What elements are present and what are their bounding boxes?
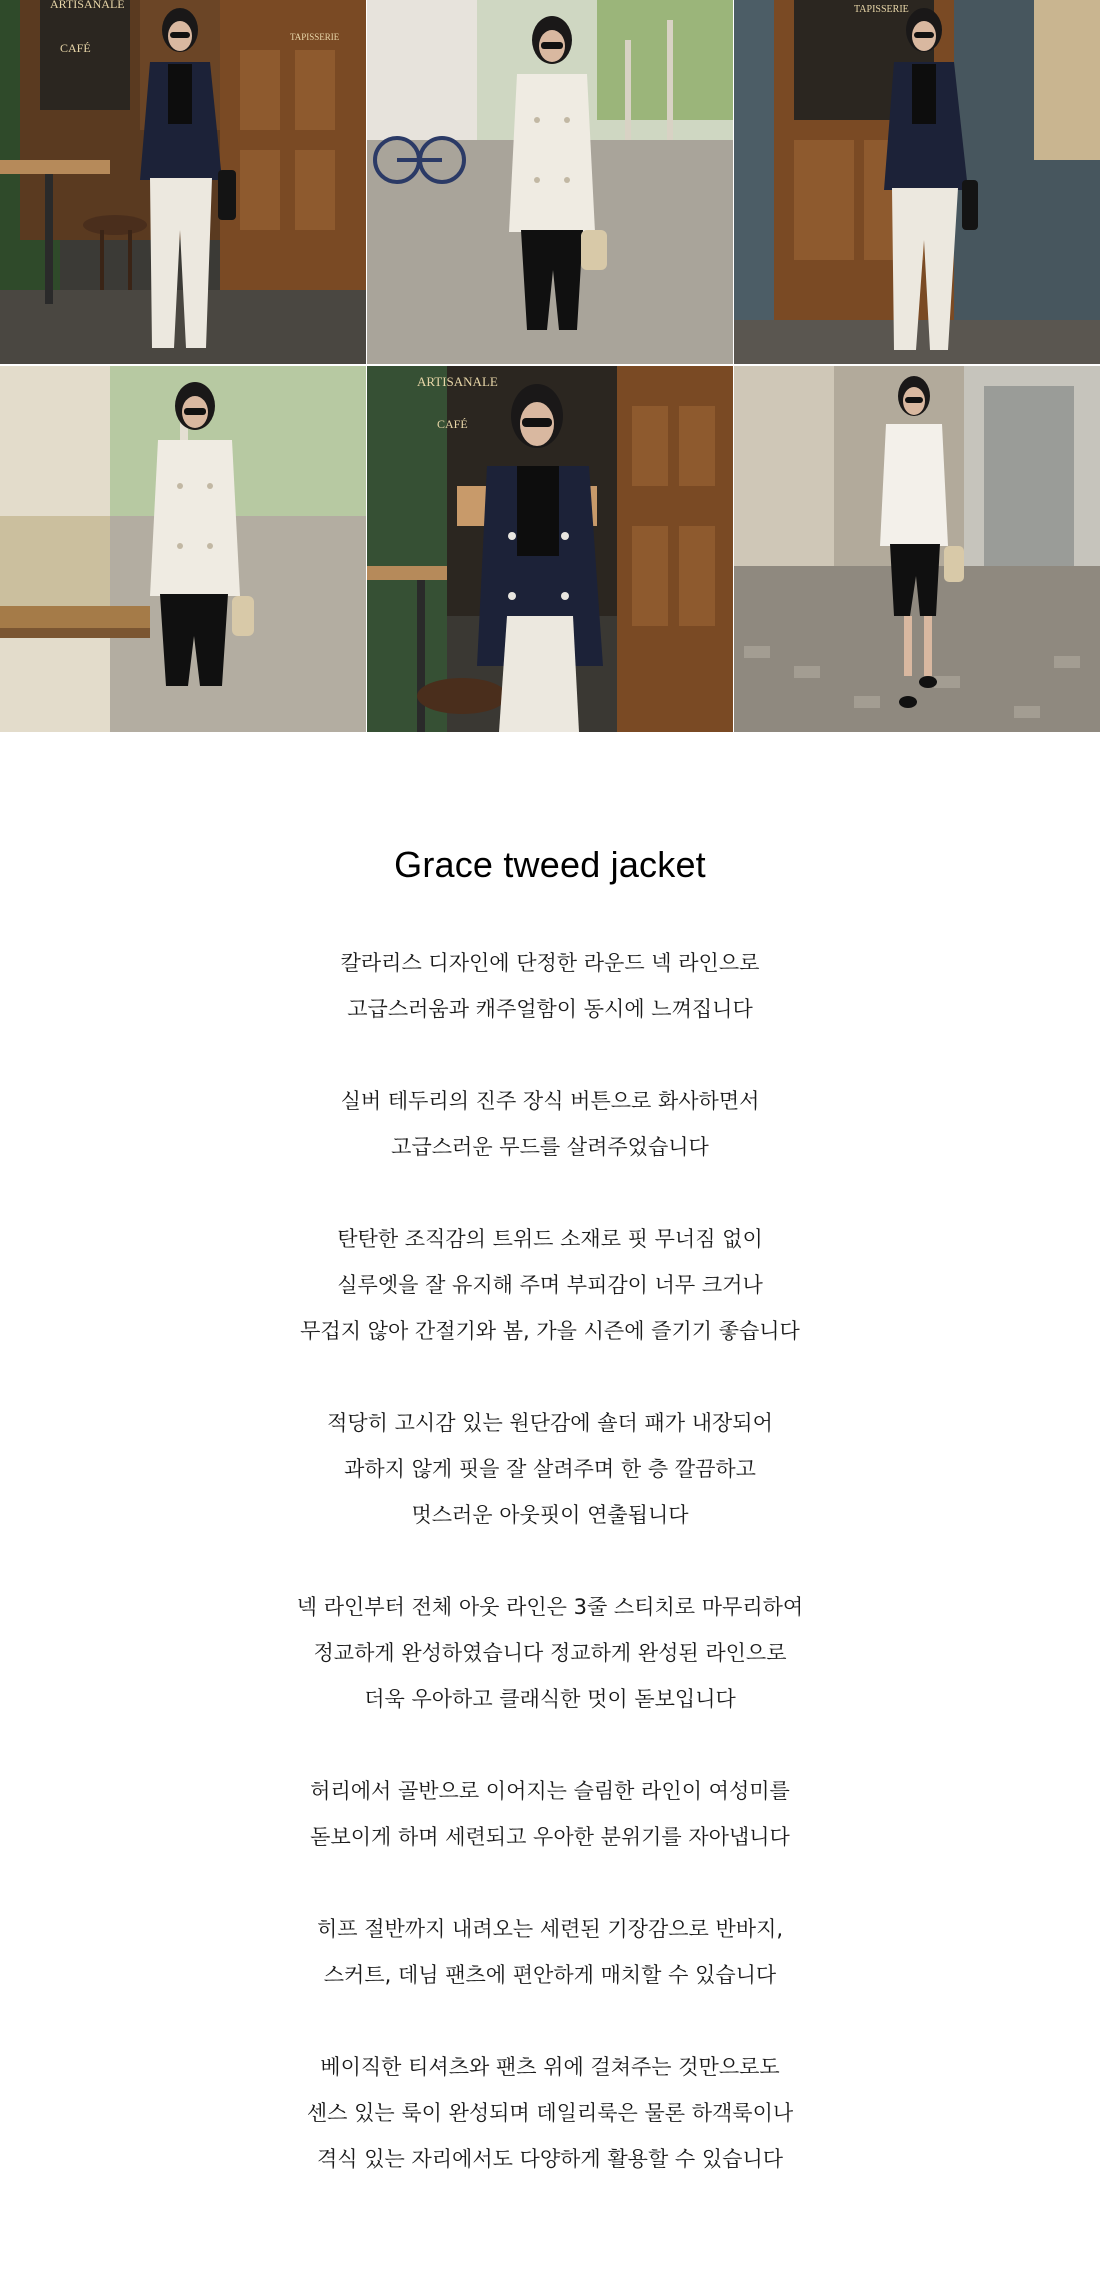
description-line: 적당히 고시감 있는 원단감에 숄더 패가 내장되어 — [327, 1411, 773, 1435]
description-line: 센스 있는 룩이 완성되며 데일리룩은 물론 하객룩이나 — [306, 2101, 794, 2125]
description-line: 실루엣을 잘 유지해 주며 부피감이 너무 크거나 — [337, 1273, 763, 1297]
product-photo-2[interactable] — [367, 0, 733, 364]
description-line: 고급스러움과 캐주얼함이 동시에 느껴집니다 — [347, 997, 753, 1021]
description-line: 더욱 우아하고 클래식한 멋이 돋보입니다 — [364, 1687, 736, 1711]
description-paragraph — [0, 1400, 1100, 1538]
product-description — [0, 940, 1100, 2228]
sign-text: ARTISANALE — [50, 0, 125, 11]
description-paragraph — [0, 1078, 1100, 1170]
svg-text:CAFÉ: CAFÉ — [60, 41, 91, 55]
description-line: 무겁지 않아 간절기와 봄, 가을 시즌에 즐기기 좋습니다 — [300, 1319, 800, 1343]
description-line: 실버 테두리의 진주 장식 버튼으로 화사하면서 — [340, 1089, 760, 1113]
product-photo-6[interactable] — [734, 366, 1100, 732]
description-line: 칼라리스 디자인에 단정한 라운드 넥 라인으로 — [340, 951, 760, 975]
description-line: 격식 있는 자리에서도 다양하게 활용할 수 있습니다 — [316, 2147, 784, 2171]
description-paragraph — [0, 940, 1100, 1032]
description-line: 돋보이게 하며 세련되고 우아한 분위기를 자아냅니다 — [310, 1825, 790, 1849]
product-photo-3[interactable] — [734, 0, 1100, 364]
description-line: 멋스러운 아웃핏이 연출됩니다 — [411, 1503, 689, 1527]
description-line: 허리에서 골반으로 이어지는 슬림한 라인이 여성미를 — [310, 1779, 790, 1803]
description-line: 히프 절반까지 내려오는 세련된 기장감으로 반바지, — [316, 1917, 784, 1941]
product-photo-1[interactable] — [0, 0, 366, 364]
svg-text:TAPISSERIE: TAPISSERIE — [854, 4, 909, 15]
description-line: 고급스러운 무드를 살려주었습니다 — [391, 1135, 709, 1159]
product-photo-4[interactable] — [0, 366, 366, 732]
svg-text:ARTISANALE: ARTISANALE — [417, 374, 498, 389]
description-line: 탄탄한 조직감의 트위드 소재로 핏 무너짐 없이 — [337, 1227, 763, 1251]
description-line: 정교하게 완성하였습니다 정교하게 완성된 라인으로 — [313, 1641, 787, 1665]
description-paragraph — [0, 1216, 1100, 1354]
description-paragraph — [0, 1584, 1100, 1722]
photo-grid — [0, 0, 1100, 732]
description-line: 넥 라인부터 전체 아웃 라인은 3줄 스티치로 마무리하여 — [296, 1595, 804, 1619]
description-paragraph — [0, 1768, 1100, 1860]
description-line: 스커트, 데님 팬츠에 편안하게 매치할 수 있습니다 — [323, 1963, 777, 1987]
svg-text:TAPISSERIE: TAPISSERIE — [290, 32, 340, 42]
description-paragraph — [0, 2044, 1100, 2182]
description-line: 과하지 않게 핏을 잘 살려주며 한 층 깔끔하고 — [344, 1457, 756, 1481]
description-line: 베이직한 티셔츠와 팬츠 위에 걸쳐주는 것만으로도 — [320, 2055, 780, 2079]
product-title: Grace tweed jacket — [394, 844, 706, 886]
product-photo-5[interactable] — [367, 366, 733, 732]
svg-text:CAFÉ: CAFÉ — [437, 417, 468, 431]
description-paragraph — [0, 1906, 1100, 1998]
